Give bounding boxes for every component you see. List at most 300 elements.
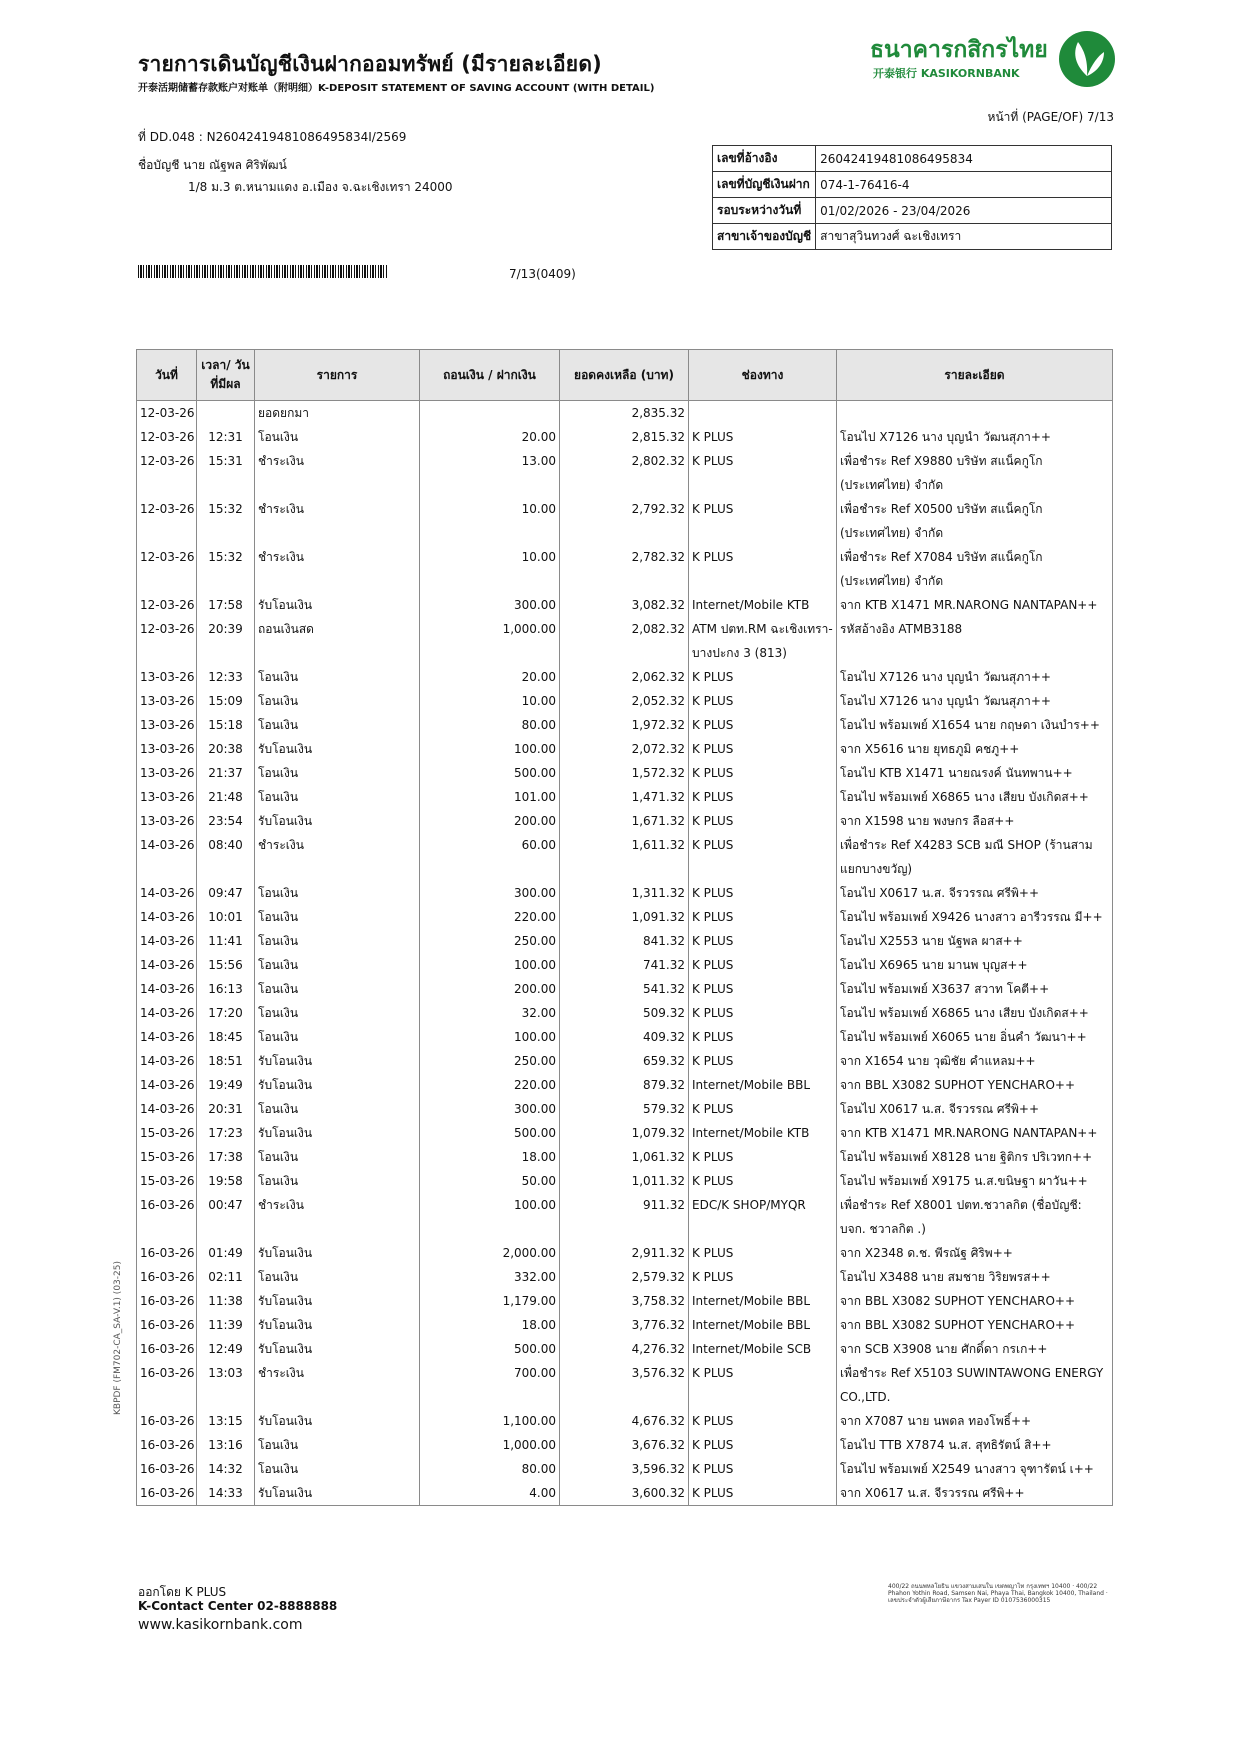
info-value: 074-1-76416-4 xyxy=(816,172,1112,198)
table-row xyxy=(137,1481,1113,1506)
tx-item: รับโอนเงิน xyxy=(255,1049,420,1073)
table-row xyxy=(137,833,1113,881)
tx-time: 08:40 xyxy=(197,833,255,881)
tx-time: 21:37 xyxy=(197,761,255,785)
tx-date: 14-03-26 xyxy=(137,1073,197,1097)
tx-channel: K PLUS xyxy=(689,1433,837,1457)
table-row xyxy=(137,1073,1113,1097)
tx-amount: 100.00 xyxy=(420,737,560,761)
table-row xyxy=(137,1361,1113,1409)
tx-item: รับโอนเงิน xyxy=(255,1289,420,1313)
tx-detail: โอนไป พร้อมเพย์ X6865 นาง เสียบ บังเกิดส++ xyxy=(837,785,1113,809)
info-row xyxy=(713,224,1112,250)
table-row xyxy=(137,689,1113,713)
tx-detail: โอนไป X7126 นาง บุญนำ วัฒนสุภา++ xyxy=(837,689,1113,713)
table-row xyxy=(137,497,1113,545)
tx-item: ชำระเงิน xyxy=(255,545,420,593)
tx-item: ถอนเงินสด xyxy=(255,617,420,665)
tx-balance: 2,792.32 xyxy=(560,497,689,545)
bank-name-en: 开泰银行 KASIKORNBANK xyxy=(873,67,1020,80)
table-row xyxy=(137,1289,1113,1313)
transactions-body xyxy=(137,401,1113,1506)
tx-item: โอนเงิน xyxy=(255,977,420,1001)
tx-time: 17:38 xyxy=(197,1145,255,1169)
tx-channel: K PLUS xyxy=(689,1241,837,1265)
tx-time: 15:32 xyxy=(197,497,255,545)
tx-amount: 20.00 xyxy=(420,665,560,689)
tx-detail: โอนไป พร้อมเพย์ X9426 นางสาว อารีวรรณ มี++ xyxy=(837,905,1113,929)
tx-detail: จาก BBL X3082 SUPHOT YENCHARO++ xyxy=(837,1313,1113,1337)
tx-time: 17:20 xyxy=(197,1001,255,1025)
tx-detail: โอนไป พร้อมเพย์ X2549 นางสาว จุฑารัตน์ เ++ xyxy=(837,1457,1113,1481)
tx-detail: โอนไป X2553 นาย นัฐพล ผาส++ xyxy=(837,929,1113,953)
tx-detail: โอนไป พร้อมเพย์ X8128 นาย ฐิติกร ปริเวทก++ xyxy=(837,1145,1113,1169)
tx-item: ชำระเงิน xyxy=(255,833,420,881)
tx-balance: 2,579.32 xyxy=(560,1265,689,1289)
tx-amount: 500.00 xyxy=(420,1121,560,1145)
tx-detail: จาก BBL X3082 SUPHOT YENCHARO++ xyxy=(837,1289,1113,1313)
tx-date: 14-03-26 xyxy=(137,833,197,881)
tx-balance: 1,972.32 xyxy=(560,713,689,737)
tx-item: โอนเงิน xyxy=(255,905,420,929)
tx-balance: 3,596.32 xyxy=(560,1457,689,1481)
table-row xyxy=(137,449,1113,497)
table-row xyxy=(137,425,1113,449)
tx-channel: K PLUS xyxy=(689,929,837,953)
tx-detail: เพื่อชำระ Ref X9880 บริษัท สแน็คกูโก (ประเทศไทย) จำกัด xyxy=(837,449,1113,497)
tx-time: 11:39 xyxy=(197,1313,255,1337)
tx-date: 14-03-26 xyxy=(137,881,197,905)
table-row xyxy=(137,1313,1113,1337)
table-row xyxy=(137,1001,1113,1025)
tx-detail: โอนไป TTB X7874 น.ส. สุทธิรัตน์ สิ++ xyxy=(837,1433,1113,1457)
tx-detail: เพื่อชำระ Ref X7084 บริษัท สแน็คกูโก (ประเทศไทย) จำกัด xyxy=(837,545,1113,593)
tx-channel: K PLUS xyxy=(689,1001,837,1025)
tx-item: โอนเงิน xyxy=(255,1097,420,1121)
tx-detail: โอนไป X3488 นาย สมชาย วิริยพรส++ xyxy=(837,1265,1113,1289)
tx-detail: โอนไป X6965 นาย มานพ บุญส++ xyxy=(837,953,1113,977)
tx-balance: 3,576.32 xyxy=(560,1361,689,1409)
tx-date: 16-03-26 xyxy=(137,1457,197,1481)
tx-time: 00:47 xyxy=(197,1193,255,1241)
table-row xyxy=(137,713,1113,737)
table-row xyxy=(137,1193,1113,1241)
tx-channel: K PLUS xyxy=(689,1169,837,1193)
tx-item: โอนเงิน xyxy=(255,1001,420,1025)
table-row xyxy=(137,1049,1113,1073)
tx-channel: K PLUS xyxy=(689,905,837,929)
table-row xyxy=(137,1409,1113,1433)
tx-time: 10:01 xyxy=(197,905,255,929)
header-date: วันที่ xyxy=(137,350,197,401)
tx-date: 15-03-26 xyxy=(137,1169,197,1193)
tx-amount: 101.00 xyxy=(420,785,560,809)
tx-detail xyxy=(837,401,1113,426)
tx-detail: จาก KTB X1471 MR.NARONG NANTAPAN++ xyxy=(837,1121,1113,1145)
tx-channel: K PLUS xyxy=(689,977,837,1001)
header-balance: ยอดคงเหลือ (บาท) xyxy=(560,350,689,401)
tx-channel: K PLUS xyxy=(689,1265,837,1289)
tx-item: โอนเงิน xyxy=(255,761,420,785)
tx-time: 17:23 xyxy=(197,1121,255,1145)
tx-detail: โอนไป X0617 น.ส. จีรวรรณ ศรีพิ++ xyxy=(837,881,1113,905)
table-row xyxy=(137,977,1113,1001)
tx-balance: 541.32 xyxy=(560,977,689,1001)
tx-time: 20:39 xyxy=(197,617,255,665)
tx-balance: 1,611.32 xyxy=(560,833,689,881)
tx-date: 13-03-26 xyxy=(137,665,197,689)
tx-balance: 509.32 xyxy=(560,1001,689,1025)
tx-item: รับโอนเงิน xyxy=(255,1241,420,1265)
tx-channel: K PLUS xyxy=(689,425,837,449)
tx-date: 16-03-26 xyxy=(137,1409,197,1433)
info-row xyxy=(713,172,1112,198)
tx-channel: K PLUS xyxy=(689,1049,837,1073)
bank-name-th: ธนาคารกสิกรไทย xyxy=(870,37,1048,63)
tx-amount: 300.00 xyxy=(420,1097,560,1121)
table-row xyxy=(137,593,1113,617)
tx-detail: จาก X1654 นาย วุฒิชัย คำแหลม++ xyxy=(837,1049,1113,1073)
tx-balance: 3,600.32 xyxy=(560,1481,689,1506)
tx-date: 14-03-26 xyxy=(137,1001,197,1025)
table-row xyxy=(137,545,1113,593)
tx-item: โอนเงิน xyxy=(255,785,420,809)
tx-item: รับโอนเงิน xyxy=(255,1409,420,1433)
tx-channel: K PLUS xyxy=(689,833,837,881)
bank-website: www.kasikornbank.com xyxy=(138,1617,303,1633)
tx-date: 16-03-26 xyxy=(137,1481,197,1506)
tx-balance: 2,911.32 xyxy=(560,1241,689,1265)
tx-date: 16-03-26 xyxy=(137,1433,197,1457)
tx-balance: 3,082.32 xyxy=(560,593,689,617)
tx-time: 12:31 xyxy=(197,425,255,449)
tx-item: ชำระเงิน xyxy=(255,449,420,497)
tx-channel: Internet/Mobile KTB xyxy=(689,593,837,617)
kasikorn-leaf-icon xyxy=(1058,30,1116,88)
tx-channel: Internet/Mobile BBL xyxy=(689,1313,837,1337)
table-row xyxy=(137,785,1113,809)
tx-amount: 220.00 xyxy=(420,905,560,929)
tx-detail: โอนไป X7126 นาง บุญนำ วัฒนสุภา++ xyxy=(837,425,1113,449)
account-info-table xyxy=(712,145,1112,250)
tx-detail: จาก SCB X3908 นาย ศักดิ์ดา กรเก++ xyxy=(837,1337,1113,1361)
tx-channel: Internet/Mobile SCB xyxy=(689,1337,837,1361)
table-row xyxy=(137,929,1113,953)
tx-amount: 300.00 xyxy=(420,593,560,617)
tx-channel: K PLUS xyxy=(689,809,837,833)
tx-date: 14-03-26 xyxy=(137,1049,197,1073)
table-row xyxy=(137,1121,1113,1145)
header-time: เวลา/ วันที่มีผล xyxy=(197,350,255,401)
statement-title: รายการเดินบัญชีเงินฝากออมทรัพย์ (มีรายละเอียด) xyxy=(138,52,602,76)
info-row xyxy=(713,146,1112,172)
tx-balance: 2,062.32 xyxy=(560,665,689,689)
tx-amount: 1,100.00 xyxy=(420,1409,560,1433)
barcode xyxy=(138,265,388,278)
barcode-number: 7/13(0409) xyxy=(509,267,576,281)
tx-channel: EDC/K SHOP/MYQR xyxy=(689,1193,837,1241)
tx-date: 15-03-26 xyxy=(137,1121,197,1145)
tx-amount: 80.00 xyxy=(420,713,560,737)
tx-date: 12-03-26 xyxy=(137,617,197,665)
tx-amount: 100.00 xyxy=(420,1193,560,1241)
tx-channel: Internet/Mobile BBL xyxy=(689,1289,837,1313)
table-row xyxy=(137,1025,1113,1049)
tx-amount: 332.00 xyxy=(420,1265,560,1289)
tx-date: 13-03-26 xyxy=(137,809,197,833)
tx-detail: โอนไป พร้อมเพย์ X1654 นาย กฤษดา เงินบำร++ xyxy=(837,713,1113,737)
tx-time: 15:09 xyxy=(197,689,255,713)
tx-date: 14-03-26 xyxy=(137,1097,197,1121)
tx-balance: 741.32 xyxy=(560,953,689,977)
tx-channel xyxy=(689,401,837,426)
tx-balance: 841.32 xyxy=(560,929,689,953)
tx-balance: 1,572.32 xyxy=(560,761,689,785)
tx-detail: จาก KTB X1471 MR.NARONG NANTAPAN++ xyxy=(837,593,1113,617)
bank-logo xyxy=(870,30,1120,90)
tx-time: 15:31 xyxy=(197,449,255,497)
table-row xyxy=(137,1145,1113,1169)
tx-date: 16-03-26 xyxy=(137,1289,197,1313)
tx-date: 16-03-26 xyxy=(137,1241,197,1265)
tx-detail: โอนไป พร้อมเพย์ X6065 นาย อิ่นคำ วัฒนา++ xyxy=(837,1025,1113,1049)
tx-amount: 10.00 xyxy=(420,497,560,545)
tx-detail: โอนไป KTB X1471 นายณรงค์ นันทพาน++ xyxy=(837,761,1113,785)
tx-time: 17:58 xyxy=(197,593,255,617)
tx-detail: จาก X5616 นาย ยุทธภูมิ คชภู++ xyxy=(837,737,1113,761)
tx-channel: K PLUS xyxy=(689,1481,837,1506)
tx-amount xyxy=(420,401,560,426)
tx-date: 13-03-26 xyxy=(137,761,197,785)
tx-item: รับโอนเงิน xyxy=(255,809,420,833)
tx-time: 15:32 xyxy=(197,545,255,593)
tx-detail: โอนไป X7126 นาง บุญนำ วัฒนสุภา++ xyxy=(837,665,1113,689)
tx-time: 18:51 xyxy=(197,1049,255,1073)
tx-date: 14-03-26 xyxy=(137,953,197,977)
table-row xyxy=(137,665,1113,689)
tx-channel: Internet/Mobile KTB xyxy=(689,1121,837,1145)
tx-balance: 3,776.32 xyxy=(560,1313,689,1337)
tx-time: 14:33 xyxy=(197,1481,255,1506)
tx-time: 13:15 xyxy=(197,1409,255,1433)
tx-item: โอนเงิน xyxy=(255,1169,420,1193)
tx-time: 19:49 xyxy=(197,1073,255,1097)
tx-amount: 20.00 xyxy=(420,425,560,449)
tx-item: โอนเงิน xyxy=(255,1433,420,1457)
tx-balance: 3,676.32 xyxy=(560,1433,689,1457)
tx-balance: 879.32 xyxy=(560,1073,689,1097)
tx-channel: K PLUS xyxy=(689,449,837,497)
info-key: รอบระหว่างวันที่ xyxy=(713,198,816,224)
tx-amount: 100.00 xyxy=(420,1025,560,1049)
tx-time: 12:33 xyxy=(197,665,255,689)
table-row xyxy=(137,905,1113,929)
tx-item: โอนเงิน xyxy=(255,1145,420,1169)
contact-center: K-Contact Center 02-8888888 xyxy=(138,1599,338,1613)
tx-amount: 1,179.00 xyxy=(420,1289,560,1313)
tx-channel: K PLUS xyxy=(689,785,837,809)
table-row xyxy=(137,1433,1113,1457)
tx-time xyxy=(197,401,255,426)
tx-item: ชำระเงิน xyxy=(255,1193,420,1241)
tx-balance: 1,311.32 xyxy=(560,881,689,905)
tx-date: 12-03-26 xyxy=(137,401,197,426)
tx-balance: 2,052.32 xyxy=(560,689,689,713)
tx-item: โอนเงิน xyxy=(255,1457,420,1481)
tx-amount: 18.00 xyxy=(420,1313,560,1337)
tx-balance: 3,758.32 xyxy=(560,1289,689,1313)
tx-balance: 659.32 xyxy=(560,1049,689,1073)
tx-date: 13-03-26 xyxy=(137,689,197,713)
tx-time: 12:49 xyxy=(197,1337,255,1361)
tx-time: 01:49 xyxy=(197,1241,255,1265)
table-row xyxy=(137,1241,1113,1265)
tx-item: ยอดยกมา xyxy=(255,401,420,426)
tx-amount: 4.00 xyxy=(420,1481,560,1506)
table-row xyxy=(137,1097,1113,1121)
tx-item: รับโอนเงิน xyxy=(255,1121,420,1145)
tx-item: โอนเงิน xyxy=(255,929,420,953)
tx-balance: 911.32 xyxy=(560,1193,689,1241)
tx-balance: 4,276.32 xyxy=(560,1337,689,1361)
tx-detail: โอนไป พร้อมเพย์ X6865 นาง เสียบ บังเกิดส++ xyxy=(837,1001,1113,1025)
table-row xyxy=(137,401,1113,426)
tx-date: 14-03-26 xyxy=(137,929,197,953)
tx-time: 20:31 xyxy=(197,1097,255,1121)
info-key: เลขที่อ้างอิง xyxy=(713,146,816,172)
tx-detail: จาก X7087 นาย นพดล ทองโพธิ์++ xyxy=(837,1409,1113,1433)
tx-channel: Internet/Mobile BBL xyxy=(689,1073,837,1097)
tx-amount: 220.00 xyxy=(420,1073,560,1097)
tx-date: 16-03-26 xyxy=(137,1193,197,1241)
table-row xyxy=(137,1337,1113,1361)
tx-date: 13-03-26 xyxy=(137,737,197,761)
tx-time: 14:32 xyxy=(197,1457,255,1481)
tx-balance: 1,671.32 xyxy=(560,809,689,833)
tx-channel: K PLUS xyxy=(689,1361,837,1409)
tx-amount: 250.00 xyxy=(420,929,560,953)
tx-amount: 60.00 xyxy=(420,833,560,881)
tx-detail: จาก X2348 ด.ช. พีรณัฐ ศิริพ++ xyxy=(837,1241,1113,1265)
tx-amount: 13.00 xyxy=(420,449,560,497)
tx-amount: 250.00 xyxy=(420,1049,560,1073)
tx-balance: 409.32 xyxy=(560,1025,689,1049)
tx-date: 14-03-26 xyxy=(137,977,197,1001)
tx-item: รับโอนเงิน xyxy=(255,1481,420,1506)
tx-channel: K PLUS xyxy=(689,665,837,689)
tx-item: รับโอนเงิน xyxy=(255,593,420,617)
tx-date: 14-03-26 xyxy=(137,905,197,929)
tx-balance: 1,061.32 xyxy=(560,1145,689,1169)
table-row xyxy=(137,1265,1113,1289)
tx-item: ชำระเงิน xyxy=(255,1361,420,1409)
tx-channel: K PLUS xyxy=(689,761,837,785)
tx-channel: K PLUS xyxy=(689,1145,837,1169)
tx-balance: 2,082.32 xyxy=(560,617,689,665)
tx-amount: 300.00 xyxy=(420,881,560,905)
tx-balance: 2,835.32 xyxy=(560,401,689,426)
tx-item: โอนเงิน xyxy=(255,425,420,449)
table-row xyxy=(137,617,1113,665)
tx-time: 02:11 xyxy=(197,1265,255,1289)
tx-time: 15:56 xyxy=(197,953,255,977)
account-address: 1/8 ม.3 ต.หนามแดง อ.เมือง จ.ฉะเชิงเทรา 24000 xyxy=(188,180,453,194)
statement-subtitle: 开泰活期储蓄存款账户对账单（附明细）K-DEPOSIT STATEMENT OF SAVING ACCOUNT (WITH DETAIL) xyxy=(138,83,655,94)
header-channel: ช่องทาง xyxy=(689,350,837,401)
tx-amount: 500.00 xyxy=(420,1337,560,1361)
tx-channel: K PLUS xyxy=(689,713,837,737)
transactions-table xyxy=(136,349,1113,1506)
tx-amount: 10.00 xyxy=(420,689,560,713)
table-row xyxy=(137,737,1113,761)
tx-channel: K PLUS xyxy=(689,545,837,593)
tx-detail: จาก X1598 นาย พงษกร ลือส++ xyxy=(837,809,1113,833)
tx-amount: 700.00 xyxy=(420,1361,560,1409)
tx-time: 13:03 xyxy=(197,1361,255,1409)
tx-channel: K PLUS xyxy=(689,1409,837,1433)
table-row xyxy=(137,809,1113,833)
tx-channel: K PLUS xyxy=(689,497,837,545)
tx-amount: 200.00 xyxy=(420,809,560,833)
form-code: KBPDF (FM702-CA_SA-V.1) (03-25) xyxy=(113,1261,123,1415)
tx-item: ชำระเงิน xyxy=(255,497,420,545)
tx-item: รับโอนเงิน xyxy=(255,737,420,761)
tx-time: 21:48 xyxy=(197,785,255,809)
tx-item: โอนเงิน xyxy=(255,665,420,689)
info-row xyxy=(713,198,1112,224)
tx-balance: 4,676.32 xyxy=(560,1409,689,1433)
tx-item: โอนเงิน xyxy=(255,689,420,713)
table-row xyxy=(137,1457,1113,1481)
tx-item: โอนเงิน xyxy=(255,713,420,737)
tx-item: รับโอนเงิน xyxy=(255,1313,420,1337)
tx-date: 12-03-26 xyxy=(137,497,197,545)
tx-date: 12-03-26 xyxy=(137,545,197,593)
document-reference: ที่ DD.048 : N26042419481086495834I/2569 xyxy=(138,130,407,144)
tx-time: 09:47 xyxy=(197,881,255,905)
tx-channel: K PLUS xyxy=(689,953,837,977)
tx-detail: เพื่อชำระ Ref X0500 บริษัท สแน็คกูโก (ประเทศไทย) จำกัด xyxy=(837,497,1113,545)
tx-amount: 80.00 xyxy=(420,1457,560,1481)
tx-amount: 10.00 xyxy=(420,545,560,593)
tx-detail: โอนไป X0617 น.ส. จีรวรรณ ศรีพิ++ xyxy=(837,1097,1113,1121)
tx-item: โอนเงิน xyxy=(255,1025,420,1049)
tx-item: โอนเงิน xyxy=(255,953,420,977)
tx-time: 13:16 xyxy=(197,1433,255,1457)
tx-balance: 1,011.32 xyxy=(560,1169,689,1193)
tx-detail: จาก X0617 น.ส. จีรวรรณ ศรีพิ++ xyxy=(837,1481,1113,1506)
tx-date: 16-03-26 xyxy=(137,1337,197,1361)
info-value: 01/02/2026 - 23/04/2026 xyxy=(816,198,1112,224)
tx-amount: 50.00 xyxy=(420,1169,560,1193)
tx-time: 16:13 xyxy=(197,977,255,1001)
tx-channel: K PLUS xyxy=(689,1025,837,1049)
tx-detail: เพื่อชำระ Ref X5103 SUWINTAWONG ENERGY CO.,LTD. xyxy=(837,1361,1113,1409)
tx-balance: 579.32 xyxy=(560,1097,689,1121)
tx-amount: 200.00 xyxy=(420,977,560,1001)
tx-date: 13-03-26 xyxy=(137,785,197,809)
tx-balance: 2,072.32 xyxy=(560,737,689,761)
tx-amount: 1,000.00 xyxy=(420,1433,560,1457)
tx-balance: 2,782.32 xyxy=(560,545,689,593)
tx-date: 12-03-26 xyxy=(137,593,197,617)
tx-channel: K PLUS xyxy=(689,737,837,761)
tx-date: 16-03-26 xyxy=(137,1361,197,1409)
tx-time: 18:45 xyxy=(197,1025,255,1049)
tx-detail: รหัสอ้างอิง ATMB3188 xyxy=(837,617,1113,665)
table-row xyxy=(137,1169,1113,1193)
tx-detail: โอนไป พร้อมเพย์ X3637 สวาท โคตี++ xyxy=(837,977,1113,1001)
